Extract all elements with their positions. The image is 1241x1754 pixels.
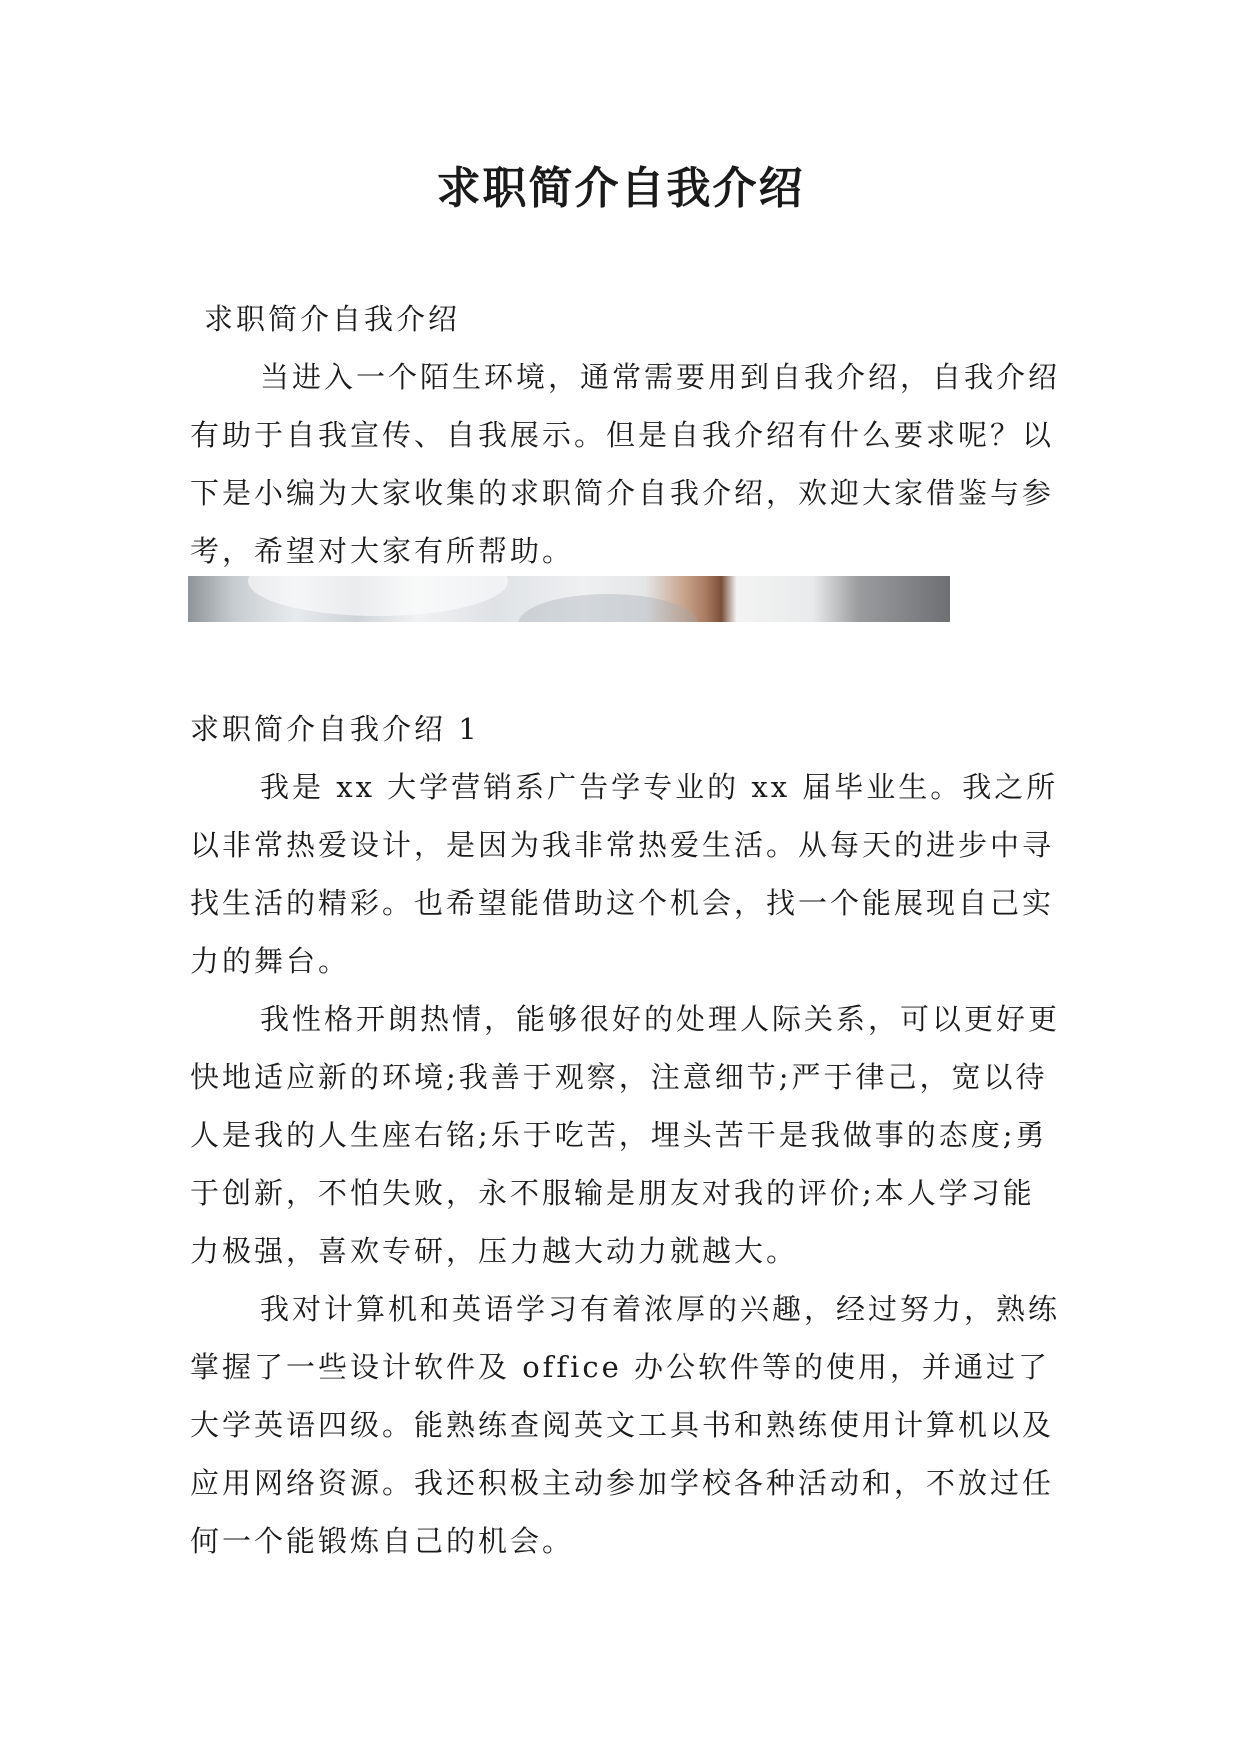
banner-highlight — [248, 576, 508, 616]
section-heading: 求职简介自我介绍 1 — [190, 712, 480, 746]
document-subtitle: 求职简介自我介绍 — [204, 302, 461, 336]
banner-image — [188, 576, 950, 622]
body-paragraph: 我对计算机和英语学习有着浓厚的兴趣，经过努力，熟练掌握了一些设计软件及 office 办公软件等的使用，并通过了大学英语四级。能熟练查阅英文工具书和熟练使用计算机以及应用网络资源。我还积极主动参加学校各种活动和，不放过任何一个能锻炼自己的机会。 — [190, 1292, 1061, 1558]
body-paragraph: 我是 xx 大学营销系广告学专业的 xx 届毕业生。我之所以非常热爱设计，是因为我非常热爱生活。从每天的进步中寻找生活的精彩。也希望能借助这个机会，找一个能展现自己实力的舞台。 — [190, 770, 1059, 978]
body-paragraph: 我性格开朗热情，能够很好的处理人际关系，可以更好更快地适应新的环境;我善于观察，注意细节;严于律己，宽以待人是我的人生座右铭;乐于吃苦，埋头苦干是我做事的态度;勇于创新，不怕失败，永不服输是朋友对我的评价;本人学习能力极强，喜欢专研，压力越大动力就越大。 — [190, 1002, 1061, 1268]
document-title: 求职简介自我介绍 — [436, 163, 805, 214]
intro-paragraph: 当进入一个陌生环境，通常需要用到自我介绍，自我介绍有助于自我宣传、自我展示。但是自我介绍有什么要求呢？以下是小编为大家收集的求职简介自我介绍，欢迎大家借鉴与参考，希望对大家有所帮助。 — [190, 360, 1061, 568]
banner-shadow — [518, 594, 698, 622]
